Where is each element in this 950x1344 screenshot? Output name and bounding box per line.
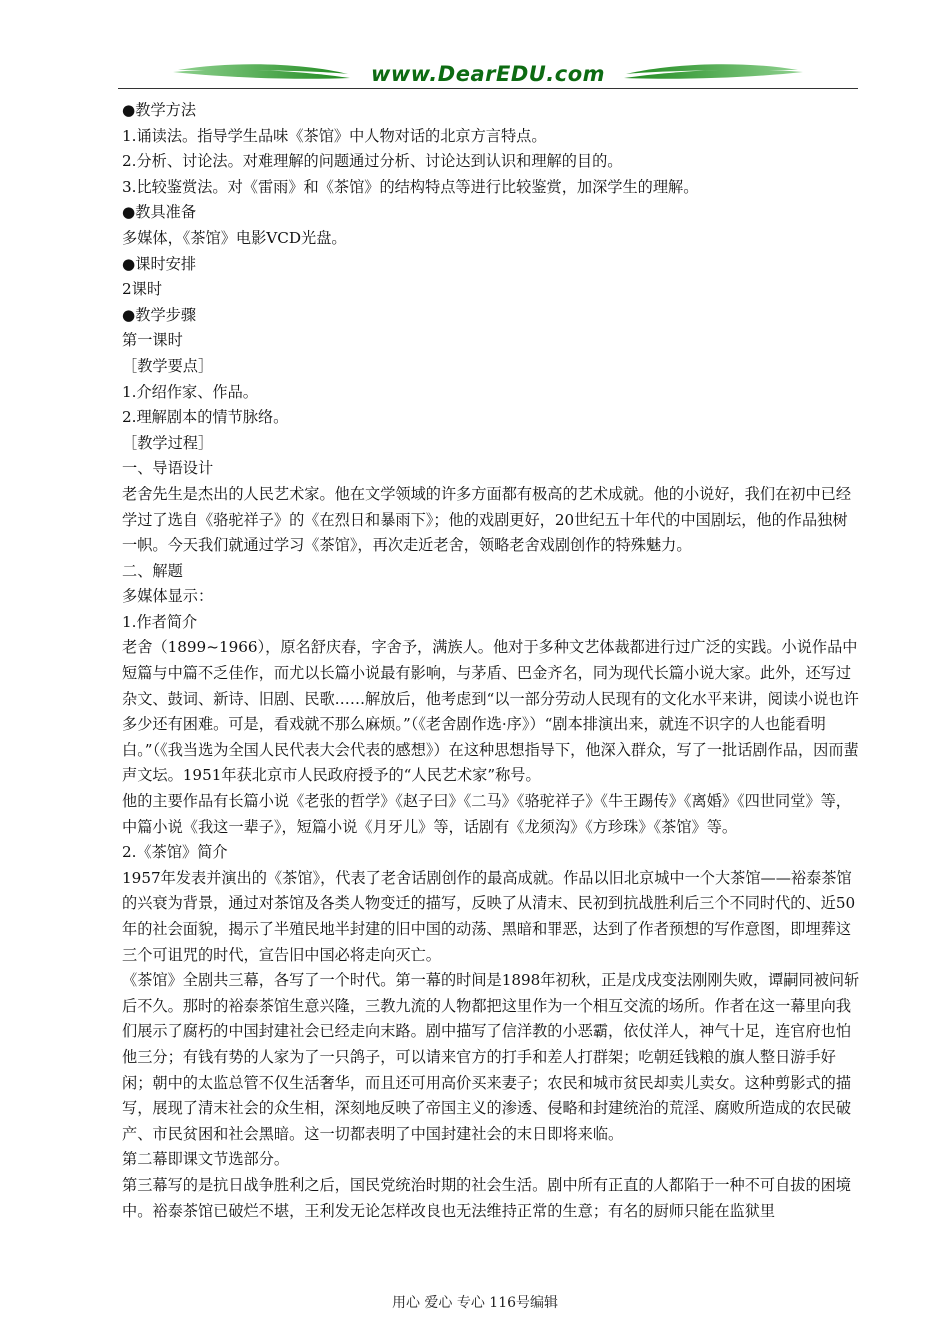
document-body <box>122 98 862 1224</box>
header-divider <box>118 88 858 89</box>
site-logo-text: www.DearEDU.com <box>370 62 606 86</box>
intro-paragraph: 老舍先生是杰出的人民艺术家。他在文学领域的许多方面都有极高的艺术成就。他的小说好，我们在初中已经学过了选自《骆驼祥子》的《在烈日和暴雨下》；他的戏剧更好，20世纪五十年代的中国剧坛，他的作品独树一帜。今天我们就通过学习《茶馆》，再次走近老舍，领略老舍戏剧创作的特殊魅力。 <box>122 484 851 555</box>
first-lesson-label: 第一课时 <box>122 331 183 350</box>
heading-teaching-aids: ●教具准备 <box>122 203 197 222</box>
heading-steps: ●教学步骤 <box>122 305 197 324</box>
author-paragraph: 老舍（1899~1966），原名舒庆春，字舍予，满族人。他对于多种文艺体裁都进行过广泛的实践。小说作品中短篇与中篇不乏佳作，而尤以长篇小说最有影响，与茅盾、巴金齐名，同为现代长篇小说大家。此外，还写过杂文、鼓词、新诗、旧剧、民歌……解放后，他考虑到“以一部分劳动人民现有的文化水平来讲，阅读小说也许多少还有困难。可是，看戏就不那么麻烦。”（《老舍剧作选·序》）“剧本排演出来，就连不识字的人也能看明白。”（《我当选为全国人民代表大会代表的感想》）在这种思想指导下，他深入群众，写了一批话剧作品，因而蜚声文坛。1951年获北京市人民政府授予的“人民艺术家”称号。 <box>122 638 859 785</box>
author-heading: 1.作者简介 <box>122 612 198 631</box>
key-points-label: ［教学要点］ <box>122 356 214 375</box>
heading-teaching-methods: ●教学方法 <box>122 101 197 119</box>
media-label: 多媒体显示： <box>122 587 214 606</box>
method-item: 1.诵读法。指导学生品味《茶馆》中人物对话的北京方言特点。 <box>122 126 547 145</box>
acts-paragraph: 《茶馆》全剧共三幕，各写了一个时代。第一幕的时间是1898年初秋，正是戊戌变法刚刚失败，谭嗣同被问斩后不久。那时的裕泰茶馆生意兴隆，三教九流的人物都把这里作为一个相互交流的场所。作者在这一幕里向我们展示了腐朽的中国封建社会已经走向末路。剧中描写了信洋教的小恶霸，依仗洋人，神气十足，连官府也怕他三分；有钱有势的人家为了一只鸽子，可以请来官方的打手和差人打群架；吃朝廷钱粮的旗人整日游手好闲；朝中的太监总管不仅生活奢华，而且还可用高价买来妻子；农民和城市贫民却卖儿卖女。这种剪影式的描写，展现了清末社会的众生相，深刻地反映了帝国主义的渗透、侵略和封建统治的荒淫、腐败所造成的农民破产、市民贫困和社会黑暗。这一切都表明了中国封建社会的末日即将来临。 <box>122 971 860 1143</box>
works-paragraph: 他的主要作品有长篇小说《老张的哲学》《赵子曰》《二马》《骆驼祥子》《牛王踢传》《离婚》《四世同堂》等，中篇小说《我这一辈子》，短篇小说《月牙儿》等，话剧有《龙须沟》《方珍珠》《茶馆》等。 <box>122 792 851 836</box>
method-item: 2.分析、讨论法。对难理解的问题通过分析、讨论达到认识和理解的目的。 <box>122 152 623 171</box>
process-label: ［教学过程］ <box>122 433 214 452</box>
page-footer: 用心 爱心 专心 116号编辑 <box>391 1295 559 1311</box>
act2-line: 第二幕即课文节选部分。 <box>122 1150 290 1169</box>
section-heading-intro: 一、导语设计 <box>122 459 214 478</box>
schedule-text: 2课时 <box>122 280 163 299</box>
key-point-item: 2.理解剧本的情节脉络。 <box>122 408 289 427</box>
act3-paragraph: 第三幕写的是抗日战争胜利之后，国民党统治时期的社会生活。剧中所有正直的人都陷于一种不可自拔的困境中。裕泰茶馆已破烂不堪，王利发无论怎样改良也无法维持正常的生意；有名的厨师只能在监狱里 <box>122 1175 851 1220</box>
teahouse-heading: 2.《茶馆》简介 <box>122 843 228 862</box>
heading-schedule: ●课时安排 <box>122 254 197 273</box>
site-header <box>118 58 858 92</box>
teaching-aids-text: 多媒体，《茶馆》电影VCD光盘。 <box>122 228 347 247</box>
section-heading-topic: 二、解题 <box>122 561 183 580</box>
teahouse-paragraph: 1957年发表并演出的《茶馆》，代表了老舍话剧创作的最高成就。作品以旧北京城中一个大茶馆——裕泰茶馆的兴衰为背景，通过对茶馆及各类人物变迁的描写，反映了从清末、民初到抗战胜利后三个不同时代的、近50年的社会面貌，揭示了半殖民地半封建的旧中国的动荡、黑暗和罪恶，达到了作者预想的写作意图，即埋葬这三个可诅咒的时代，宣告旧中国必将走向灭亡。 <box>122 868 856 964</box>
key-point-item: 1.介绍作家、作品。 <box>122 382 258 401</box>
method-item: 3.比较鉴赏法。对《雷雨》和《茶馆》的结构特点等进行比较鉴赏，加深学生的理解。 <box>122 177 699 196</box>
